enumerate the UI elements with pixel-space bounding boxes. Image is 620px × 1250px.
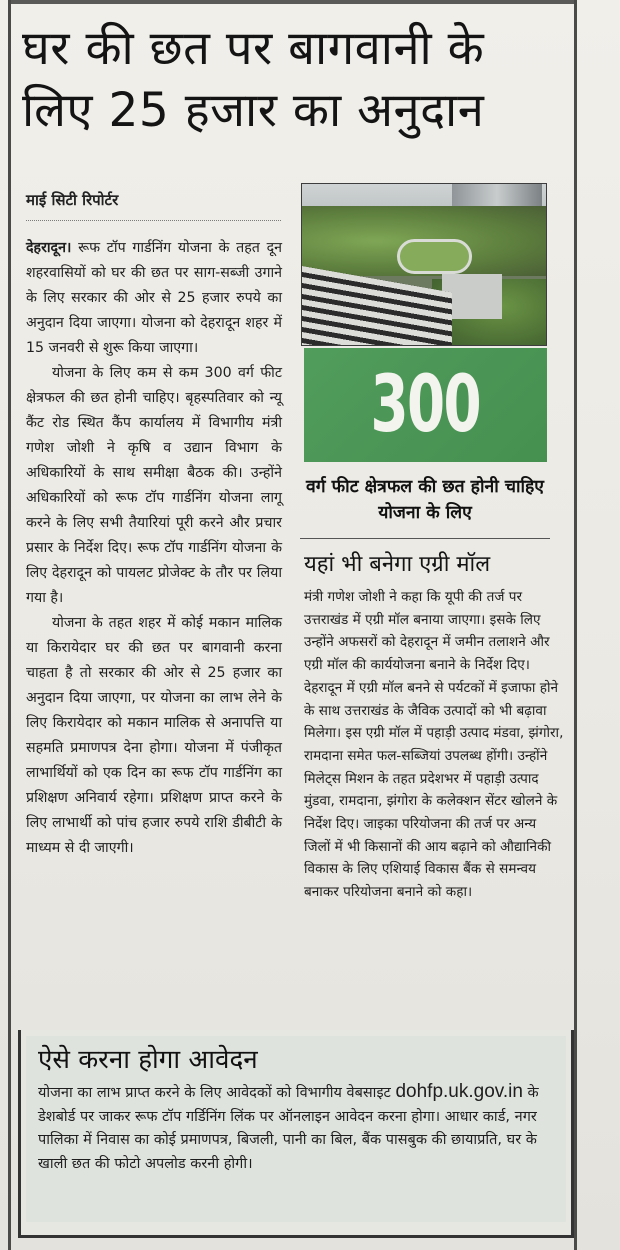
apply-body: योजना का लाभ प्राप्त करने के लिए आवेदकों को विभागीय वेबसाइट dohfp.uk.gov.in के डेशबोर्ड पर जाकर रूफ टॉप गर्डिनिंग लिंक पर ऑनलाइन आवेदन करना होगा। आधार कार्ड, नगर पालिका में निवास का कोई प्रमाणपत्र, बिजली, पानी का बिल, बैंक पासबुक की छायाप्रति, घर के खाली छत की फोटो अपलोड करनी होगी।	[38, 1081, 539, 1172]
paragraph-2: योजना के लिए कम से कम 300 वर्ग फीट क्षेत्रफल की छत होनी चाहिए। बृहस्पतिवार को न्यू कैंट रोड स्थित कैंप कार्यालय में विभागीय मंत्री गणेश जोशी ने कृषि व उद्यान विभाग के अधिकारियों के साथ समीक्षा बैठक की। उन्होंने अधिकारियों को रूफ टॉप गार्डनिंग योजना लागू करने के लिए सभी तैयारियां पूरी करने और प्रचार प्रसार के निर्देश दिए। रूफ टॉप गार्डनिंग योजना के लिए देहरादून को पायलट प्रोजेक्ट के तौर पर लिया गया है।	[26, 365, 282, 606]
top-border-rule	[8, 0, 577, 4]
right-border-rule	[574, 0, 577, 1250]
article-headline	[22, 18, 572, 142]
dateline: देहरादून।	[26, 240, 72, 256]
apply-heading: ऐसे करना होगा आवेदन	[38, 1045, 258, 1075]
rooftop-garden-photo	[301, 183, 547, 346]
paragraph-3: योजना के तहत शहर में कोई मकान मालिक या किरायेदार घर की छत पर बागवानी करना चाहता है तो सरकार की ओर से 25 हजार का अनुदान दिया जाएगा, पर योजना का लाभ लेने के लिए किरायेदार को मकान मालिक से अनापत्ति या सहमति प्रमाणपत्र देना होगा। योजना में पंजीकृत लाभार्थियों को एक दिन का रूफ टॉप गार्डनिंग का प्रशिक्षण अनिवार्य रहेगा। प्रशिक्षण प्राप्त करने के लिए लाभार्थी को पांच हजार रुपये राशि डीबीटी के माध्यम से दी जाएगी।	[26, 615, 282, 856]
photo-building-facade	[302, 266, 452, 346]
paragraph-1: देहरादून। रूफ टॉप गार्डनिंग योजना के तहत दून शहरवासियों को घर की छत पर साग-सब्जी उगाने के लिए सरकार की ओर से 25 हजार रुपये का अनुदान दिया जाएगा। योजना को देहरादून शहर में 15 जनवरी से शुरू किया जाएगा।	[26, 240, 282, 356]
website-url: dohfp.uk.gov.in	[395, 1081, 523, 1102]
left-border-rule	[8, 0, 11, 1250]
stat-infographic-box	[304, 348, 547, 462]
sidebar-heading: यहां भी बनेगा एग्री मॉल	[304, 552, 491, 577]
headline-line-1: घर की छत पर बागवानी के	[22, 21, 485, 76]
stat-number: 300	[370, 360, 481, 450]
byline: माई सिटी रिपोर्टर	[26, 190, 281, 221]
article-body	[26, 236, 282, 861]
photo-garden-bed	[397, 239, 472, 274]
headline-line-2: लिए 25 हजार का अनुदान	[22, 83, 485, 138]
stat-caption: वर्ग फीट क्षेत्रफल की छत होनी चाहिए योजना के लिए	[300, 474, 550, 539]
sidebar-body: मंत्री गणेश जोशी ने कहा कि यूपी की तर्ज पर उत्तराखंड में एग्री मॉल बनाया जाएगा। इसके लिए उन्होंने अफसरों को देहरादून में जमीन तलाशने और एग्री मॉल की कार्ययोजना बनाने के निर्देश दिए। देहरादून में एग्री मॉल बनने से पर्यटकों में इजाफा होने के साथ उत्तराखंड के जैविक उत्पादों को भी बढ़ावा मिलेगा। इस एग्री मॉल में पहाड़ी उत्पाद मंडवा, झंगोरा, रामदाना समेत फल-सब्जियां उपलब्ध होंगी। उन्होंने मिलेट्स मिशन के तहत प्रदेशभर में पहाड़ी उत्पाद मुंडवा, रामदाना, झंगोरा के कलेक्शन सेंटर खोलने के निर्देश दिए। जाइका परियोजना की तर्ज पर अन्य जिलों में भी किसानों की आय बढ़ाने को औद्यानिकी विकास के लिए एशियाई विकास बैंक से समन्वय बनाकर परियोजना बनाने को कहा।	[304, 589, 564, 901]
